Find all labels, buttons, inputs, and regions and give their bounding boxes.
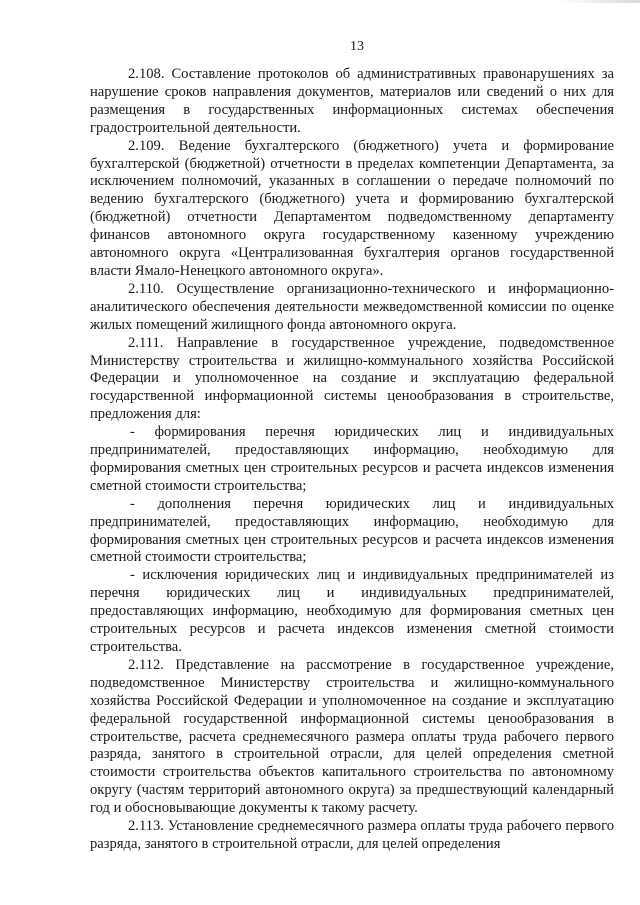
list-item-exclusion: - исключения юридических лиц и индивидуальных предпринимателей из перечня юридических лиц и индивидуальных предпринимателей, предоставляющих информацию, необходимую для формирования сметных цен строительных ресурсов и расчета индексов изменения сметной стоимости строительства. xyxy=(90,567,614,655)
paragraph-2-112: 2.112. Представление на рассмотрение в государственное учреждение, подведомственное Министерству строительства и жилищно-коммунального хозяйства Российской Федерации и уполномоченное на создание и эксплуатацию федеральной государственной информационной системы ценообразования в строительстве, расчета среднемесячного размера оплаты труда рабочего первого разряда, занятого в строительной отрасли, для целей определения сметной стоимости строительства объектов капитального строительства по автономному округу (частям территорий автономного округа) за предшествующий календарный год и обосновывающие документы к такому расчету. xyxy=(90,656,614,817)
scan-edge-artifact xyxy=(560,0,640,3)
paragraph-2-110: 2.110. Осуществление организационно-технического и информационно-аналитического обеспечения деятельности межведомственной комиссии по оценке жилых помещений жилищного фонда автономного округа. xyxy=(90,280,614,333)
page-number: 13 xyxy=(350,39,364,54)
paragraph-2-111: 2.111. Направление в государственное учреждение, подведомственное Министерству строительства и жилищно-коммунального хозяйства Российской Федерации и уполномоченное на создание и эксплуатацию федеральной государственной информационной системы ценообразования в строительстве, предложения для: xyxy=(90,334,614,423)
paragraph-2-113: 2.113. Установление среднемесячного размера оплаты труда рабочего первого разряда, занятого в строительной отрасли, для целей определения xyxy=(90,818,614,852)
paragraph-2-108: 2.108. Составление протоколов об административных правонарушениях за нарушение сроков направления документов, материалов или сведений о них для размещения в государственных информационных системах обеспечения градостроительной деятельности. xyxy=(90,66,614,136)
document-page xyxy=(90,38,614,854)
paragraph-2-109: 2.109. Ведение бухгалтерского (бюджетного) учета и формирование бухгалтерской (бюджетной) отчетности в пределах компетенции Департамента, за исключением полномочий, указанных в соглашении о передаче полномочий по ведению бухгалтерского (бюджетного) учета и формированию бухгалтерской (бюджетной) отчетности Департаментом подведомственному департаменту финансов автономного округа государственному казенному учреждению автономного округа «Централизованная бухгалтерия органов государственной власти Ямало-Ненецкого автономного округа». xyxy=(90,137,614,279)
list-item-addition: - дополнения перечня юридических лиц и индивидуальных предпринимателей, предоставляющих информацию, необходимую для формирования сметных цен строительных ресурсов и расчета индексов изменения сметной стоимости строительства; xyxy=(90,495,614,566)
list-item-formation: - формирования перечня юридических лиц и индивидуальных предпринимателей, предоставляющих информацию, необходимую для формирования сметных цен строительных ресурсов и расчета индексов изменения сметной стоимости строительства; xyxy=(90,424,614,494)
